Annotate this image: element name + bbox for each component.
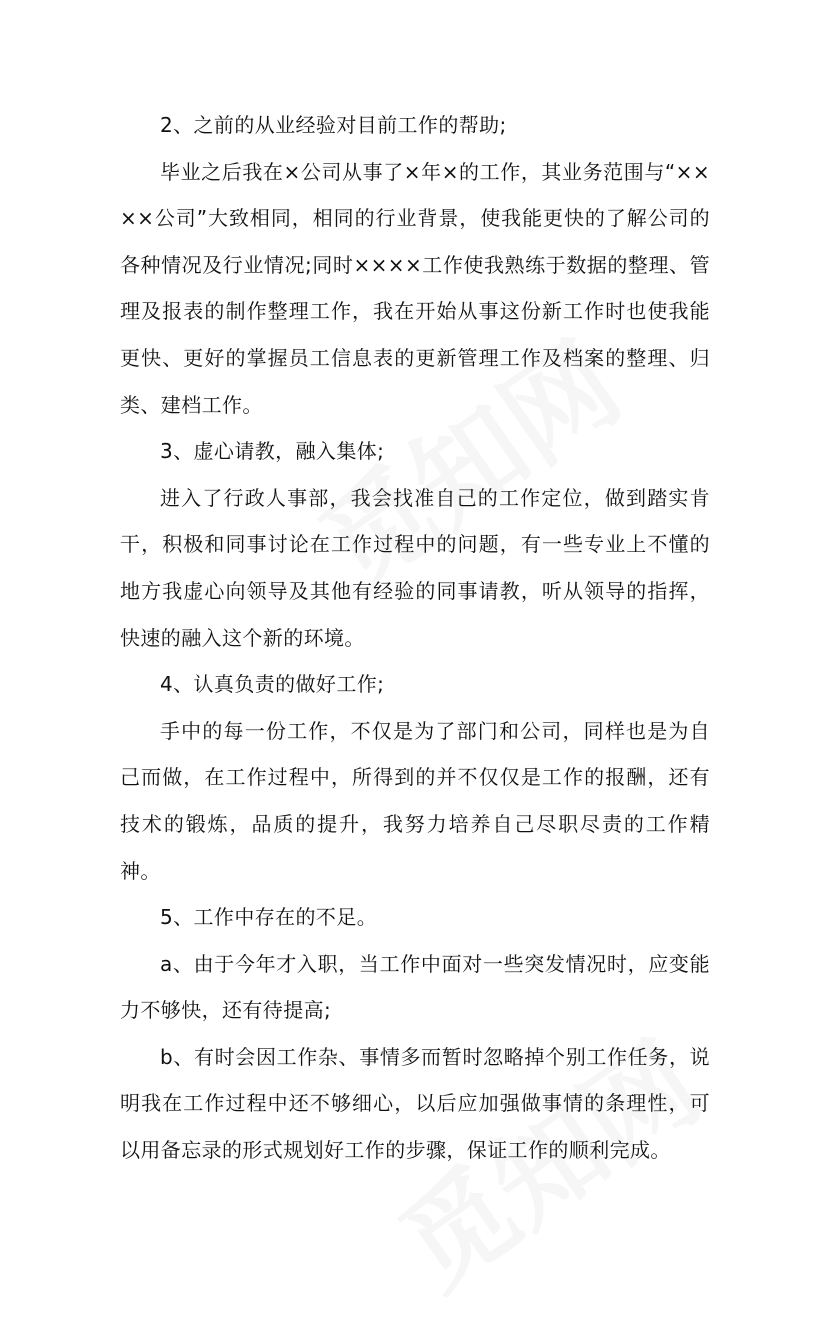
- document-body: [120, 102, 710, 1174]
- paragraph-previous-experience: 毕业之后我在×公司从事了×年×的工作，其业务范围与“××××公司”大致相同，相同的行业背景，使我能更快的了解公司的各种情况及行业情况;同时××××工作使我熟练于数据的整理、管理及报表的制作整理工作，我在开始从事这份新工作时也使我能更快、更好的掌握员工信息表的更新管理工作及档案的整理、归类、建档工作。: [120, 159, 710, 417]
- heading-humble-learning: 3、虚心请教，融入集体;: [160, 439, 385, 464]
- paragraph-responsible-work: 手中的每一份工作，不仅是为了部门和公司，同样也是为自己而做，在工作过程中，所得到的并不仅仅是工作的报酬，还有技术的锻炼，品质的提升，我努力培养自己尽职尽责的工作精神。: [120, 718, 710, 883]
- paragraph-shortcoming-a: a、由于今年才入职，当工作中面对一些突发情况时，应变能力不够快，还有待提高;: [120, 951, 710, 1023]
- heading-shortcomings: 5、工作中存在的不足。: [160, 905, 378, 930]
- paragraph-shortcoming-b: b、有时会因工作杂、事情多而暂时忽略掉个别工作任务，说明我在工作过程中还不够细心，以后应加强做事情的条理性，可以用备忘录的形式规划好工作的步骤，保证工作的顺利完成。: [120, 1044, 710, 1163]
- paragraph-humble-learning: 进入了行政人事部，我会找准自己的工作定位，做到踏实肯干，积极和同事讨论在工作过程中的问题，有一些专业上不懂的地方我虚心向领导及其他有经验的同事请教，听从领导的指挥，快速的融入这个新的环境。: [120, 485, 710, 650]
- heading-responsible-work: 4、认真负责的做好工作;: [160, 672, 385, 697]
- heading-previous-experience: 2、之前的从业经验对目前工作的帮助;: [160, 113, 507, 137]
